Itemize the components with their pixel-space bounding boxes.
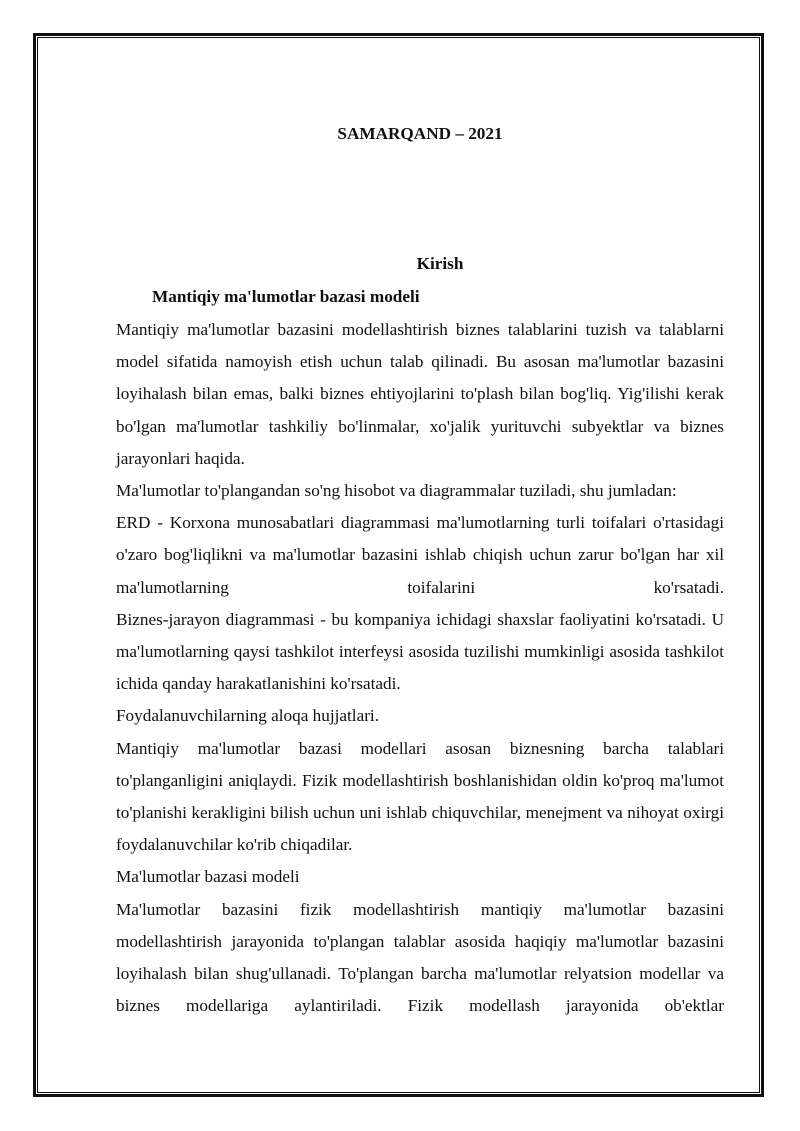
paragraph: Foydalanuvchilarning aloqa hujjatlari. (116, 706, 379, 726)
paragraph: Ma'lumotlar bazasi modeli (116, 867, 300, 887)
paragraph: Ma'lumotlar to'plangandan so'ng hisobot va diagrammalar tuziladi, shu jumladan: (116, 481, 677, 501)
intro-heading: Kirish (416, 254, 464, 273)
section-heading: Mantiqiy ma'lumotlar bazasi modeli (152, 287, 420, 306)
paragraph: Mantiqiy ma'lumotlar bazasini modellashtirish biznes talablarini tuzish va talablarni model sifatida namoyish etish uchun talab qilinadi. Bu asosan ma'lumotlar bazasini loyihalash bilan emas, balki biznes ehtiyojlarini to'plash bilan bog'liq. Yig'ilishi kerak bo'lgan ma'lumotlar tashkiliy bo'linmalar, xo'jalik yurituvchi subyektlar va biznes jarayonlari haqida. (116, 320, 724, 468)
paragraph: Mantiqiy ma'lumotlar bazasi modellari asosan biznesning barcha talablari to'planganligini aniqlaydi. Fizik modellashtirish boshlanishidan oldin ko'proq ma'lumot to'planishi kerakligini bilish uchun uni ishlab chiquvchilar, menejment va nihoyat oxirgi foydalanuvchilar ko'rib chiqadilar. (116, 738, 724, 855)
paragraph: Biznes-jarayon diagrammasi - bu kompaniya ichidagi shaxslar faoliyatini ko'rsatadi. U ma'lumotlarning qaysi tashkilot interfeysi asosida tuzilishi mumkinligi asosida tashkilot ichida qanday harakatlanishini ko'rsatadi. (116, 609, 724, 694)
paragraph: Ma'lumotlar bazasini fizik modellashtirish mantiqiy ma'lumotlar bazasini modellashtirish jarayonida to'plangan talablar asosida haqiqiy ma'lumotlar bazasini loyihalash bilan shug'ullanadi. To'plangan barcha ma'lumotlar relyatsion modellar va biznes modellariga aylantiriladi. Fizik modellash jarayonida ob'ektlar (116, 899, 724, 1016)
paragraph: ERD - Korxona munosabatlari diagrammasi ma'lumotlarning turli toifalari o'rtasidagi o'zaro bog'liqlikni va ma'lumotlar bazasini ishlab chiqish uchun zarur bo'lgan har xil ma'lumotlarning toifalarini ko'rsatadi. (116, 513, 724, 597)
city-year-heading: SAMARQAND – 2021 (337, 124, 503, 143)
body-text (116, 314, 724, 1022)
